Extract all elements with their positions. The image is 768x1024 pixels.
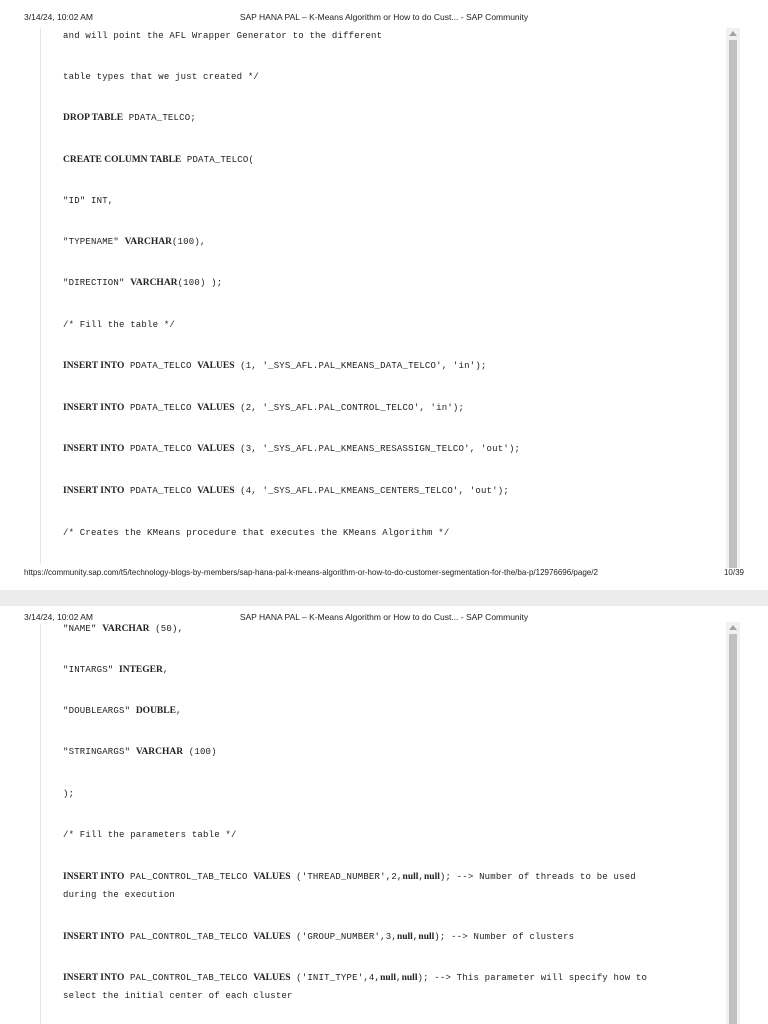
code-keyword: VARCHAR: [135, 747, 184, 757]
code-text: PDATA_TELCO: [124, 486, 198, 496]
code-text: (3, '_SYS_AFL.PAL_KMEANS_RESASSIGN_TELCO', 'out');: [234, 444, 521, 454]
scroll-up-arrow-icon[interactable]: [729, 625, 737, 630]
code-text: /* Fill the parameters table */: [63, 830, 237, 840]
code-text: (50),: [149, 624, 184, 634]
code-line: [63, 278, 222, 288]
code-text: ,: [418, 872, 425, 882]
code-text: "INTARGS": [63, 665, 120, 675]
code-text: (100): [183, 747, 217, 757]
code-keyword: INSERT INTO: [63, 932, 125, 942]
page-url[interactable]: https://community.sap.com/t5/technology-blogs-by-members/sap-hana-pal-k-means-algorithm-or-how-to-do-customer-segmentation-for-the/ba-p/12976696/page/2: [24, 568, 598, 577]
vertical-scrollbar[interactable]: [726, 28, 740, 568]
code-keyword: VALUES: [197, 486, 235, 496]
code-keyword: VARCHAR: [130, 278, 178, 288]
code-text: "ID" INT,: [63, 196, 114, 206]
code-text: (100) );: [177, 278, 223, 288]
code-keyword: null: [396, 932, 413, 942]
code-text: /* Fill the table */: [63, 320, 176, 330]
vertical-scrollbar[interactable]: [726, 622, 740, 1024]
code-text: PDATA_TELCO: [124, 361, 198, 371]
code-line: [63, 665, 168, 675]
code-keyword: null: [401, 973, 418, 983]
code-line: [63, 196, 113, 206]
code-text: ('GROUP_NUMBER',3,: [290, 932, 397, 942]
code-line: [63, 528, 449, 538]
code-line: [63, 789, 74, 799]
code-line: [63, 706, 182, 716]
code-line: [63, 624, 183, 634]
code-keyword: INSERT INTO: [63, 973, 125, 983]
code-keyword: null: [418, 932, 435, 942]
code-text: ,: [396, 973, 402, 983]
code-line: [63, 890, 175, 900]
code-keyword: INSERT INTO: [63, 872, 125, 882]
code-text: select the initial center of each cluster: [63, 991, 293, 1001]
code-text: and will point the AFL Wrapper Generator to the different: [63, 31, 383, 41]
code-text: "DOUBLEARGS": [63, 706, 136, 716]
code-keyword: VALUES: [253, 872, 291, 882]
code-line: [63, 486, 509, 496]
code-block: [40, 28, 713, 564]
code-text: table types that we just created */: [63, 72, 260, 82]
print-date: 3/14/24, 10:02 AM: [24, 12, 93, 22]
code-keyword: VALUES: [197, 361, 235, 371]
code-text: ('INIT_TYPE',4,: [290, 973, 381, 983]
code-text: PDATA_TELCO: [124, 444, 198, 454]
code-text: "TYPENAME": [63, 237, 125, 247]
code-line: [63, 872, 636, 882]
code-text: "STRINGARGS": [63, 747, 136, 757]
code-text: /* Creates the KMeans procedure that executes the KMeans Algorithm */: [63, 528, 450, 538]
code-line: [63, 237, 206, 247]
code-keyword: VALUES: [253, 973, 291, 983]
code-line: [63, 320, 175, 330]
code-keyword: CREATE COLUMN TABLE: [63, 155, 182, 165]
code-text: ); --> Number of threads to be used: [439, 872, 636, 882]
code-keyword: null: [380, 973, 396, 983]
code-line: [63, 155, 254, 165]
code-keyword: INSERT INTO: [63, 403, 125, 413]
code-text: PAL_CONTROL_TAB_TELCO: [124, 932, 254, 942]
code-text: PAL_CONTROL_TAB_TELCO: [124, 872, 254, 882]
code-text: PDATA_TELCO(: [181, 155, 255, 165]
scrollbar-thumb[interactable]: [729, 40, 737, 568]
code-keyword: DOUBLE: [135, 706, 176, 716]
code-block: [40, 624, 713, 1024]
print-date: 3/14/24, 10:02 AM: [24, 612, 93, 622]
code-text: ,: [412, 932, 419, 942]
code-keyword: INSERT INTO: [63, 486, 125, 496]
code-keyword: INSERT INTO: [63, 361, 125, 371]
code-line: [63, 973, 647, 983]
code-keyword: VARCHAR: [124, 237, 172, 247]
code-text: ,: [162, 665, 169, 675]
page-title: SAP HANA PAL – K-Means Algorithm or How to do Cust... - SAP Community: [239, 12, 529, 22]
code-keyword: VALUES: [253, 932, 291, 942]
code-text: "DIRECTION": [63, 278, 131, 288]
code-text: "NAME": [63, 624, 103, 634]
code-text: (100),: [171, 237, 206, 247]
code-text: );: [63, 789, 75, 799]
code-text: (1, '_SYS_AFL.PAL_KMEANS_DATA_TELCO', 'in');: [234, 361, 487, 371]
code-text: ,: [175, 706, 182, 716]
code-line: [63, 932, 574, 942]
code-line: [63, 361, 487, 371]
code-text: PAL_CONTROL_TAB_TELCO: [124, 973, 254, 983]
page-title: SAP HANA PAL – K-Means Algorithm or How to do Cust... - SAP Community: [239, 612, 529, 622]
code-keyword: VARCHAR: [102, 624, 150, 634]
code-line: [63, 747, 217, 757]
code-text: PDATA_TELCO;: [123, 113, 196, 123]
code-line: [63, 830, 237, 840]
code-text: ); --> Number of clusters: [434, 932, 575, 942]
code-text: (2, '_SYS_AFL.PAL_CONTROL_TELCO', 'in');: [234, 403, 465, 413]
code-line: [63, 31, 382, 41]
code-text: (4, '_SYS_AFL.PAL_KMEANS_CENTERS_TELCO', 'out');: [234, 486, 509, 496]
code-keyword: VALUES: [197, 444, 235, 454]
code-keyword: null: [402, 872, 419, 882]
scrollbar-thumb[interactable]: [729, 634, 737, 1024]
code-line: [63, 113, 196, 123]
page-number: 10/39: [723, 568, 744, 577]
code-keyword: VALUES: [197, 403, 235, 413]
code-text: during the execution: [63, 890, 176, 900]
code-line: [63, 72, 259, 82]
scroll-up-arrow-icon[interactable]: [729, 31, 737, 36]
code-keyword: null: [424, 872, 440, 882]
pdf-page-2: [0, 600, 768, 1024]
code-line: [63, 444, 520, 454]
code-text: PDATA_TELCO: [124, 403, 198, 413]
code-line: [63, 403, 464, 413]
code-text: ); --> This parameter will specify how to: [417, 973, 648, 983]
code-line: [63, 991, 293, 1001]
code-keyword: INTEGER: [119, 665, 163, 675]
code-keyword: INSERT INTO: [63, 444, 125, 454]
code-keyword: DROP TABLE: [63, 113, 124, 123]
code-text: ('THREAD_NUMBER',2,: [290, 872, 403, 882]
